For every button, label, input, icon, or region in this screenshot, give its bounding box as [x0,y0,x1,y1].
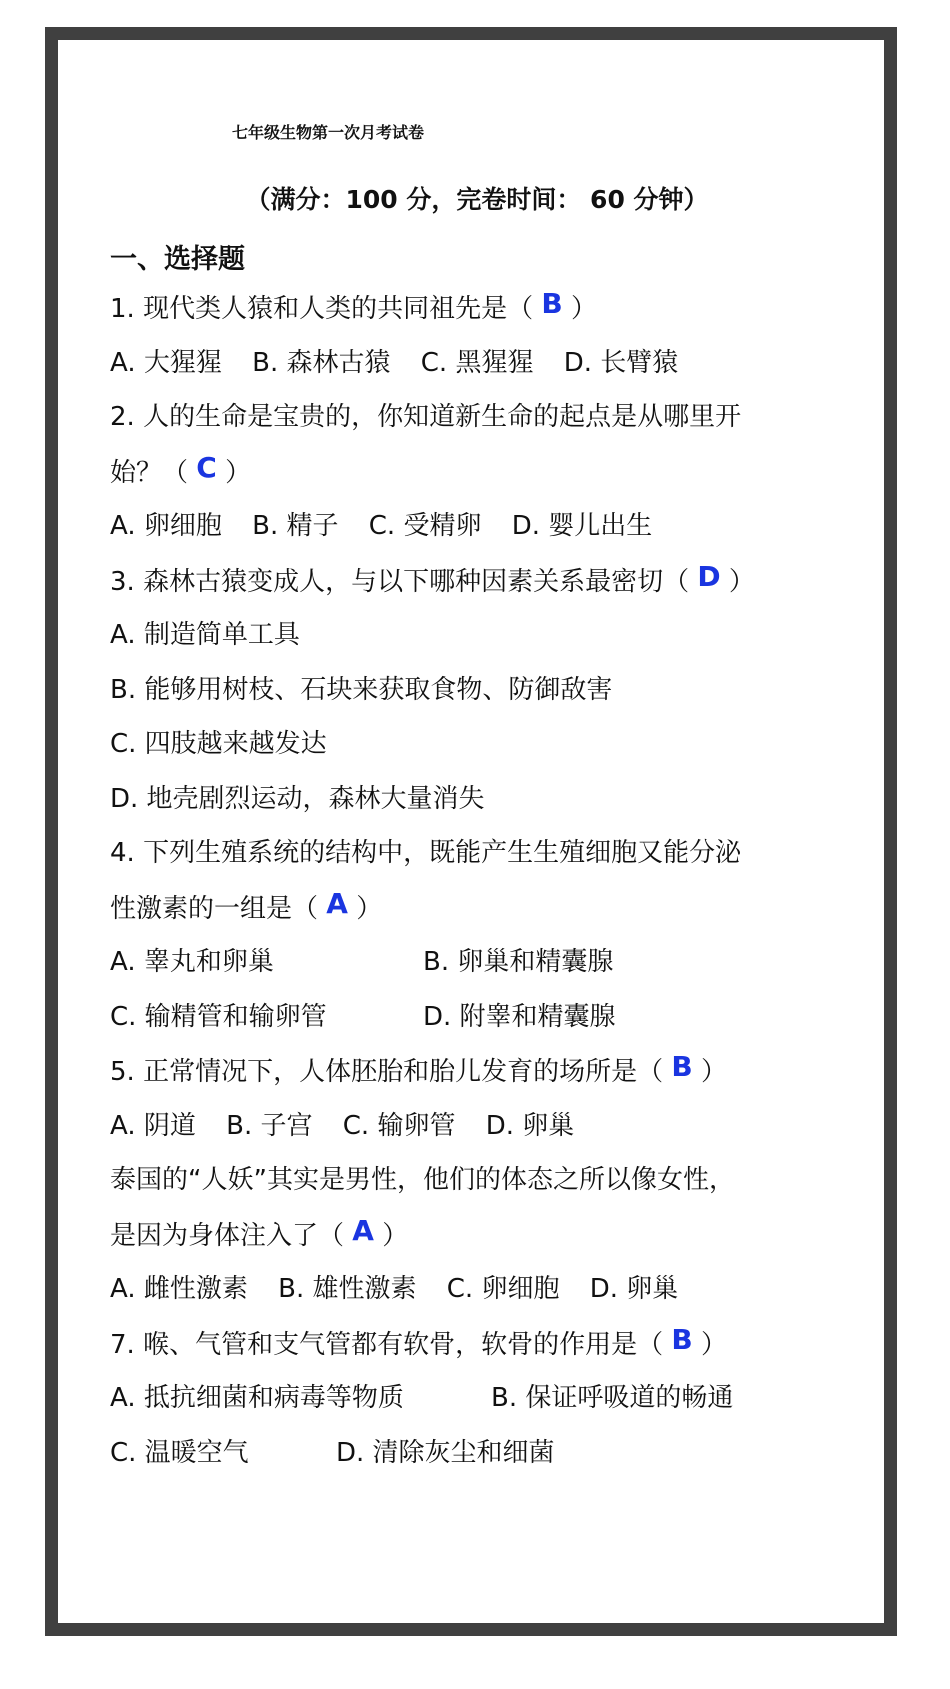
option: A. 阴道 [110,1111,196,1141]
question-4-options-row-2 [110,999,810,1035]
question-stem: 3. 森林古猿变成人，与以下哪种因素关系最密切（ [110,567,690,597]
question-3-option-c: C. 四肢越来越发达 [110,729,327,759]
question-close: ） [225,458,252,488]
question-3-option-b: B. 能够用树枝、石块来获取食物、防御敌害 [110,675,613,705]
question-3 [110,560,755,600]
question-close: ） [700,1330,727,1360]
handwritten-answer: C [196,451,217,484]
exam-subtitle: （满分：100 分，完卷时间： 60 分钟） [245,185,709,214]
question-stem: 是因为身体注入了（ [110,1221,345,1251]
question-5 [110,1050,727,1090]
option: A. 大猩猩 [110,348,222,378]
question-6-options [110,1271,678,1307]
question-1-options [110,345,678,381]
option: C. 输精管和输卵管 [110,1002,327,1032]
question-2-options [110,508,652,544]
option: D. 清除灰尘和细菌 [336,1438,555,1468]
question-2-line-1: 2. 人的生命是宝贵的，你知道新生命的起点是从哪里开 [110,402,742,432]
option: B. 森林古猿 [252,348,391,378]
option: C. 卵细胞 [446,1274,560,1304]
handwritten-answer: B [541,287,563,320]
option: B. 子宫 [226,1111,313,1141]
section-heading: 一、选择题 [110,244,245,275]
option: B. 雄性激素 [278,1274,417,1304]
question-close: ） [382,1221,409,1251]
option: B. 卵巢和精囊腺 [423,947,614,977]
question-2-line-2 [110,451,252,491]
option: A. 抵抗细菌和病毒等物质 [110,1383,404,1413]
option: A. 卵细胞 [110,511,222,541]
question-stem: 5. 正常情况下，人体胚胎和胎儿发育的场所是（ [110,1057,664,1087]
question-6-line-2 [110,1214,409,1254]
question-stem: 7. 喉、气管和支气管都有软骨，软骨的作用是（ [110,1330,664,1360]
question-7 [110,1323,727,1363]
option: D. 卵巢 [485,1111,575,1141]
question-4-options-row-1 [110,944,810,980]
page-frame [45,27,897,1636]
option: B. 保证呼吸道的畅通 [491,1383,734,1413]
question-6-line-1: 泰国的“人妖”其实是男性，他们的体态之所以像女性， [110,1165,735,1195]
question-stem: 1. 现代类人猿和人类的共同祖先是（ [110,294,534,324]
question-7-options-row-1 [110,1380,810,1416]
handwritten-answer: B [671,1323,693,1356]
option: A. 雌性激素 [110,1274,248,1304]
question-1 [110,287,597,327]
question-stem: 性激素的一组是（ [110,894,319,924]
question-close: ） [356,894,383,924]
question-close: ） [570,294,597,324]
option: C. 温暖空气 [110,1438,249,1468]
question-stem: 始？（ [110,458,189,488]
question-4-line-2 [110,887,383,927]
handwritten-answer: A [352,1214,374,1247]
question-close: ） [700,1057,727,1087]
question-3-option-a: A. 制造简单工具 [110,620,300,650]
option: A. 睾丸和卵巢 [110,947,274,977]
option: B. 精子 [252,511,339,541]
handwritten-answer: B [671,1050,693,1083]
handwritten-answer: A [326,887,348,920]
option: C. 输卵管 [342,1111,456,1141]
option: C. 受精卵 [368,511,482,541]
option: D. 卵巢 [589,1274,679,1304]
question-7-options-row-2 [110,1435,810,1471]
question-5-options [110,1108,574,1144]
question-3-option-d: D. 地壳剧烈运动，森林大量消失 [110,784,485,814]
handwritten-answer: D [697,560,721,593]
option: C. 黑猩猩 [420,348,534,378]
question-4-line-1: 4. 下列生殖系统的结构中，既能产生生殖细胞又能分泌 [110,838,742,868]
question-close: ） [728,567,755,597]
option: D. 附睾和精囊腺 [423,1002,616,1032]
option: D. 婴儿出生 [511,511,653,541]
option: D. 长臂猿 [563,348,679,378]
exam-title: 七年级生物第一次月考试卷 [232,123,425,142]
